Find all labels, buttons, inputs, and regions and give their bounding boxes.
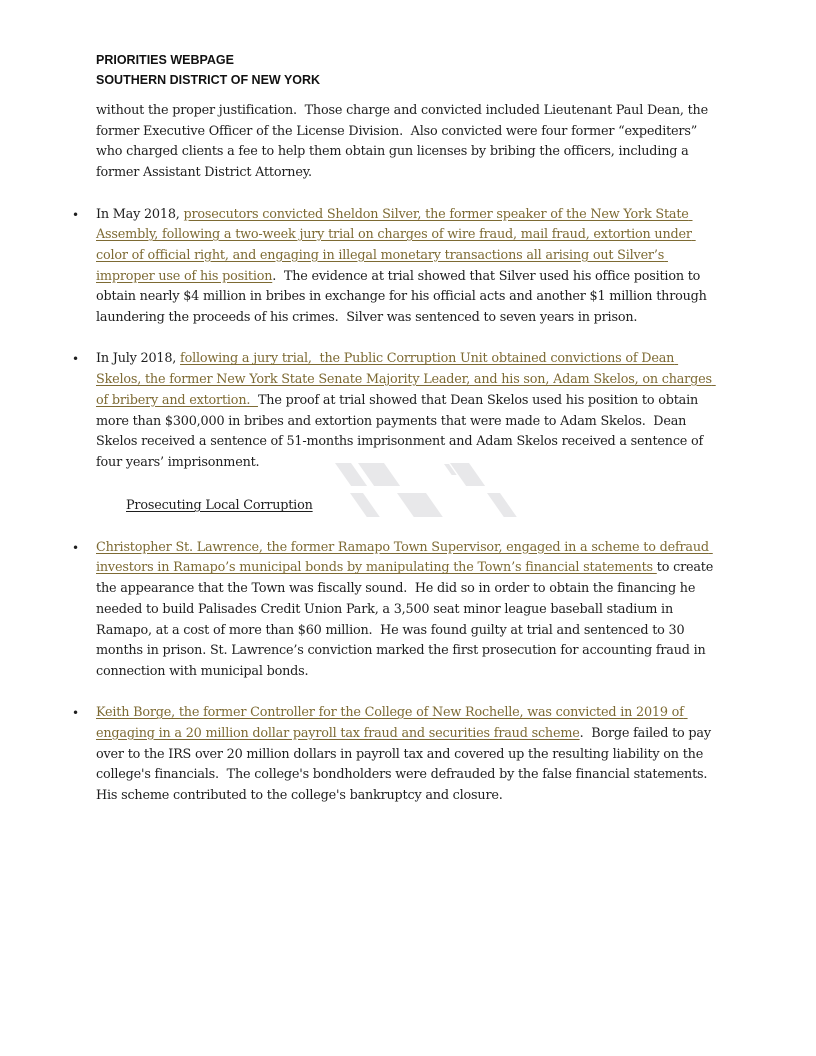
bullet-pre-text: In May 2018, bbox=[96, 206, 184, 222]
bullet-post-text: to create the appearance that the Town was fiscally sound. He did so in order to obtain the financing he needed to build Palisades Credit Union Park, a 3,500 seat minor league baseball stadium in Ramapo, at a cost of more than $60 million. He was found guilty at trial and sentenced to 30 months in prison. St. Lawrence’s conviction marked the first prosecution for accounting fraud in connection with municipal bonds. bbox=[96, 560, 717, 679]
bullet-text bbox=[96, 703, 718, 807]
bullet-text bbox=[96, 205, 718, 329]
dean-skelos-conviction-link[interactable]: following a jury trial, the Public Corruption Unit obtained convictions of Dean Skelos, the former New York State Senate Majority Leader, and his son, Adam Skelos, on charges of bribery and extortion. bbox=[96, 351, 716, 408]
bullet-post-text: . The evidence at trial showed that Silver used his office position to obtain nearly $4 million in bribes in exchange for his official acts and another $1 million through laundering the proceeds of his crimes. Silver was sentenced to seven years in prison. bbox=[96, 268, 711, 326]
list-item bbox=[72, 349, 718, 473]
bullet-marker: • bbox=[72, 352, 80, 367]
list-item bbox=[72, 703, 718, 807]
bullet-post-text: The proof at trial showed that Dean Skelos used his position to obtain more than $300,000 in bribes and extortion payments that were made to Adam Skelos. Dean Skelos received a sentence of 51-months imprisonment and Adam Skelos received a sentence of four years’ imprisonment. bbox=[96, 392, 707, 470]
list-item bbox=[72, 205, 718, 329]
header-line-1: PRIORITIES WEBPAGE bbox=[96, 53, 234, 67]
document-content bbox=[72, 50, 718, 828]
section-heading-row bbox=[96, 494, 718, 517]
bullet-marker: • bbox=[72, 207, 80, 222]
bullet-pre-text: In July 2018, bbox=[96, 351, 181, 367]
bullet-marker: • bbox=[72, 540, 80, 555]
bullet-text bbox=[96, 349, 718, 473]
header-line-2: SOUTHERN DISTRICT OF NEW YORK bbox=[96, 73, 321, 87]
section-heading: Prosecuting Local Corruption bbox=[126, 498, 313, 514]
sheldon-silver-conviction-link[interactable]: prosecutors convicted Sheldon Silver, the former speaker of the New York State Assembly, following a two-week jury trial on charges of wire fraud, mail fraud, extortion under color of official right, and engaging in illegal monetary transactions all arising out Silver’s improper use of his position bbox=[96, 206, 696, 284]
list-item bbox=[72, 538, 718, 683]
st-lawrence-fraud-link[interactable]: Christopher St. Lawrence, the former Ramapo Town Supervisor, engaged in a scheme to defraud investors in Ramapo’s municipal bonds by manipulating the Town’s financial statements bbox=[96, 539, 713, 576]
keith-borge-fraud-link[interactable]: Keith Borge, the former Controller for the College of New Rochelle, was convicted in 2019 of engaging in a 20 million dollar payroll tax fraud and securities fraud scheme bbox=[96, 705, 688, 742]
bullet-text bbox=[96, 538, 718, 683]
document-header bbox=[96, 50, 718, 90]
bullet-post-text: . Borge failed to pay over to the IRS over 20 million dollars in payroll tax and covered up the resulting liability on the college's financials. The college's bondholders were defrauded by the false financial statements. His scheme contributed to the college's bankruptcy and closure. bbox=[96, 726, 715, 804]
bullet-marker: • bbox=[72, 706, 80, 721]
intro-paragraph: without the proper justification. Those charge and convicted included Lieutenant Paul Dean, the former Executive Officer of the License Division. Also convicted were four former “expediters” who charged clients a fee to help them obtain gun licenses by bribing the officers, including a former Assistant District Attorney. bbox=[96, 103, 712, 181]
